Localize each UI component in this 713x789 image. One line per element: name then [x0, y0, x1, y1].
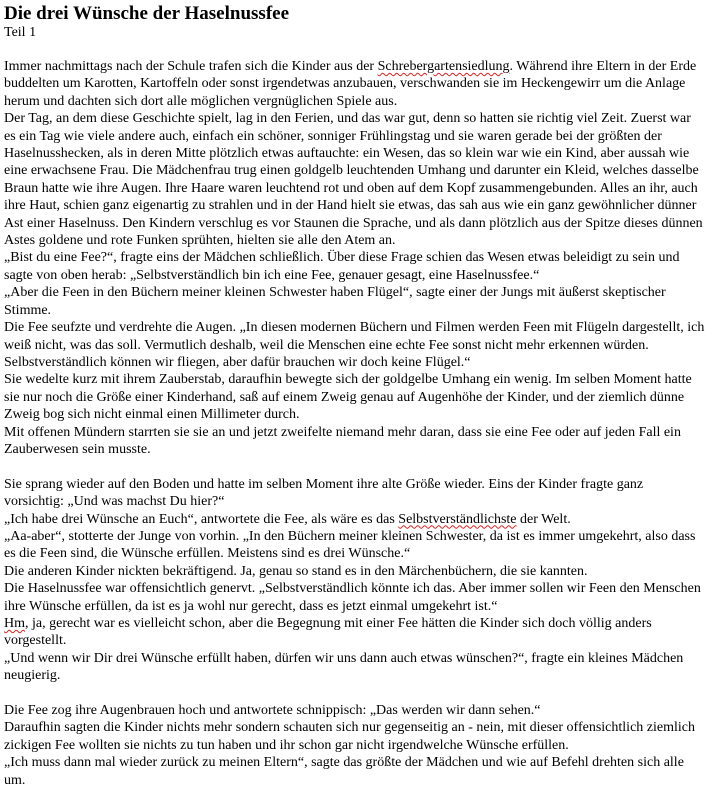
- paragraph: [4, 476, 706, 511]
- paragraph-text: „Ich muss dann mal wieder zurück zu meinen Eltern“, sagte das größte der Mädchen und wie auf Befehl drehten sich alle um.: [4, 755, 684, 788]
- paragraph: [4, 319, 706, 371]
- paragraph-text: Daraufhin sagten die Kinder nichts mehr sondern schauten sich nur gegenseitig an - nein, mit dieser offensichtlich ziemlich zickigen Fee wollten sie nichts zu tun haben und ihr schon gar nicht irgendwelche Wünsche erfüllen.: [4, 720, 695, 753]
- paragraph: [4, 528, 706, 563]
- paragraph-text: „Bist du eine Fee?“, fragte eins der Mädchen schließlich. Über diese Frage schien das Wesen etwas beleidigt zu sein und sagte von oben herab: „Selbstverständlich bin ich eine Fee, genauer gesagt, eine Haselnussfee.“: [4, 250, 680, 283]
- paragraph: [4, 511, 706, 528]
- paragraph-text: Sie sprang wieder auf den Boden und hatte im selben Moment ihre alte Größe wieder. Eins der Kinder fragte ganz vorsichtig: „Und was machst Du hier?“: [4, 476, 644, 510]
- paragraph-text: Sie wedelte kurz mit ihrem Zauberstab, daraufhin bewegte sich der goldgelbe Umhang ein wenig. Im selben Moment hatte sie nur noch die Größe einer Kinderhand, saß auf einem Zweig genau auf Augenhöhe der Kinder, und der ziemlich dünne Zweig bog sich nicht einmal einen Millimeter durch.: [4, 372, 692, 423]
- paragraph-text: Der Tag, an dem diese Geschichte spielt, lag in den Ferien, und das war gut, denn so hatten sie richtig viel Zeit. Zuerst war es ein Tag wie viele andere auch, einfach ein schöner, sonniger Frühlingstag und sie waren gerade bei der größten der Haselnusshecken, als in deren Mitte plötzlich etwas auftauchte: ein Wesen, das so klein war wie ein Kind, aber aussah wie eine erwachsene Frau. Die Mädchenfrau trug einen goldgelb leuchtenden Umhang und darunter ein Kleid, welches dasselbe Braun hatte wie ihre Augen. Ihre Haare waren leuchtend rot und oben auf dem Kopf zusammengebunden. Alles an ihr, auch ihre Haut, schien ganz eigenartig zu strahlen und in der Hand hielt sie etwas, das sah aus wie ein ganz gewöhnlicher dünner Ast einer Haselnuss. Den Kindern verschlug es vor Staunen die Sprache, und als dann plötzlich aus der Spitze dieses dünnen Astes goldene und rote Funken sprühten, hielten sie alle den Atem an.: [4, 111, 703, 249]
- blank-line: [4, 685, 706, 702]
- paragraph-text: der Welt.: [516, 511, 571, 527]
- paragraph-text: Die Fee seufzte und verdrehte die Augen. „In diesen modernen Büchern und Filmen werden Feen mit Flügeln dargestellt, ich weiß nicht, was das soll. Vermutlich deshalb, weil die Menschen eine echte Fee sonst nicht mehr erkennen würden. Selbstverständlich können wir fliegen, aber dafür brauchen wir doch keine Flügel.“: [4, 320, 705, 370]
- paragraph-text: , ja, gerecht war es vielleicht schon, aber die Begegnung mit einer Fee hätten die Kinder sich doch völlig anders vorgestellt.: [4, 615, 652, 649]
- paragraph-text: Die Haselnussfee war offensichtlich genervt. „Selbstverständlich könnte ich das. Aber immer sollen wir Feen den Menschen ihre Wünsche erfüllen, da ist es ja wohl nur gerecht, dass es jetzt einmal umgekehrt ist.“: [4, 581, 701, 614]
- paragraph-text: . Während ihre Eltern in der Erde buddelten um Karotten, Kartoffeln oder sonst irgendetwas anzubauen, verschwanden sie im Heckengewirr um die Anlage herum und dachten sich dort alle möglichen vergnüglichen Spiele aus.: [4, 59, 697, 109]
- paragraph: [4, 371, 706, 423]
- paragraph-text: Die anderen Kinder nickten bekräftigend. Ja, genau so stand es in den Märchenbüchern, die sie kannten.: [4, 563, 588, 579]
- paragraph: [4, 58, 706, 110]
- paragraph-text: Die Fee zog ihre Augenbrauen hoch und antwortete schnippisch: „Das werden wir dann sehen.“: [4, 703, 541, 718]
- paragraph: [4, 719, 706, 754]
- document-subtitle: Teil 1: [4, 25, 37, 40]
- paragraph: [4, 249, 706, 284]
- paragraph: [4, 754, 706, 789]
- document-title: Die drei Wünsche der Haselnussfee: [4, 3, 290, 24]
- paragraph-text: Immer nachmittags nach der Schule trafen sich die Kinder aus der: [4, 59, 378, 74]
- blank-line: [4, 458, 706, 475]
- paragraph: [4, 424, 706, 459]
- document-page: [4, 3, 706, 789]
- spellcheck-flagged-word: Selbstverständlichste: [398, 511, 517, 527]
- paragraph-text: „Und wenn wir Dir drei Wünsche erfüllt haben, dürfen wir uns dann auch etwas wünschen?“, fragte ein kleines Mädchen neugierig.: [4, 650, 684, 684]
- paragraph: [4, 580, 706, 615]
- spellcheck-flagged-word: Schrebergartensiedlung: [377, 59, 510, 74]
- paragraph-text: „Ich habe drei Wünsche an Euch“, antwortete die Fee, als wäre es das: [4, 511, 399, 527]
- paragraph-text: „Aa-aber“, stotterte der Junge von vorhin. „In den Büchern meiner kleinen Schwester, da ist es immer umgekehrt, also dass es die Feen sind, die Wünsche erfüllen. Meistens sind es drei Wünsche.“: [4, 528, 696, 562]
- document-body: [4, 58, 706, 789]
- paragraph: [4, 650, 706, 685]
- paragraph: [4, 702, 706, 719]
- paragraph: [4, 615, 706, 650]
- paragraph-text: Mit offenen Mündern starrten sie sie an und jetzt zweifelte niemand mehr daran, dass sie eine Fee oder auf jeden Fall ein Zauberwesen sein musste.: [4, 424, 681, 457]
- paragraph: [4, 284, 706, 319]
- paragraph-text: „Aber die Feen in den Büchern meiner kleinen Schwester haben Flügel“, sagte einer der Jungs mit äußerst skeptischer Stimme.: [4, 285, 666, 318]
- paragraph: [4, 563, 706, 580]
- paragraph: [4, 110, 706, 249]
- spellcheck-flagged-word: Hm: [4, 615, 25, 631]
